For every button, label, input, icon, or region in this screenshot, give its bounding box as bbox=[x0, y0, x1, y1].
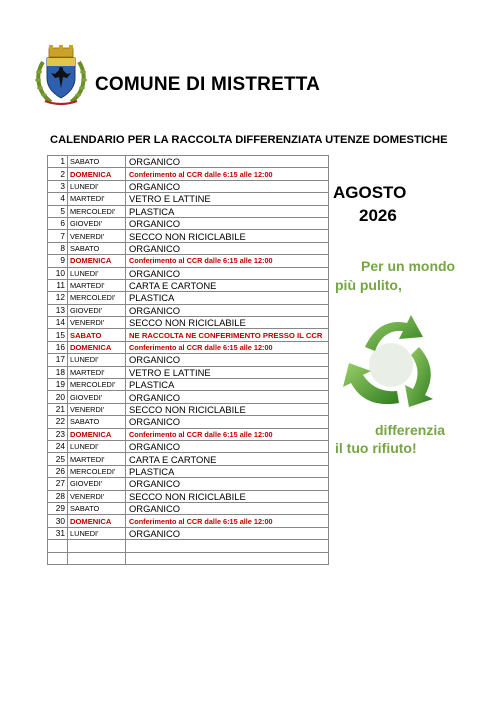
day-number: 23 bbox=[48, 428, 68, 440]
collection-type: ORGANICO bbox=[126, 304, 329, 316]
calendar-row bbox=[48, 428, 329, 440]
calendar-row bbox=[48, 465, 329, 477]
calendar-row bbox=[48, 354, 329, 366]
weekday: LUNEDI' bbox=[68, 527, 126, 539]
calendar-row bbox=[48, 279, 329, 291]
day-number: 25 bbox=[48, 453, 68, 465]
collection-type: ORGANICO bbox=[126, 478, 329, 490]
calendar-row bbox=[48, 453, 329, 465]
calendar-row bbox=[48, 168, 329, 180]
weekday: DOMENICA bbox=[68, 341, 126, 353]
calendar-subtitle: CALENDARIO PER LA RACCOLTA DIFFERENZIATA UTENZE DOMESTICHE bbox=[50, 134, 448, 146]
weekday: DOMENICA bbox=[68, 255, 126, 267]
day-number: 24 bbox=[48, 440, 68, 452]
collection-type: ORGANICO bbox=[126, 440, 329, 452]
collection-type: ORGANICO bbox=[126, 217, 329, 229]
calendar-row bbox=[48, 540, 329, 552]
day-number: 10 bbox=[48, 267, 68, 279]
day-number bbox=[48, 540, 68, 552]
year-label: 2026 bbox=[359, 206, 397, 225]
collection-type: ORGANICO bbox=[126, 354, 329, 366]
weekday: MERCOLEDI' bbox=[68, 379, 126, 391]
weekday: SABATO bbox=[68, 329, 126, 341]
collection-type: Conferimento al CCR dalle 6:15 alle 12:00 bbox=[126, 168, 329, 180]
calendar-row bbox=[48, 391, 329, 403]
day-number: 7 bbox=[48, 230, 68, 242]
day-number: 28 bbox=[48, 490, 68, 502]
slogan-line-1: Per un mondo bbox=[361, 258, 456, 274]
calendar-row bbox=[48, 292, 329, 304]
calendar-row bbox=[48, 416, 329, 428]
day-number: 15 bbox=[48, 329, 68, 341]
day-number: 3 bbox=[48, 180, 68, 192]
collection-type: ORGANICO bbox=[126, 242, 329, 254]
collection-type: VETRO E LATTINE bbox=[126, 193, 329, 205]
weekday: SABATO bbox=[68, 242, 126, 254]
day-number: 8 bbox=[48, 242, 68, 254]
collection-type: ORGANICO bbox=[126, 416, 329, 428]
day-number: 1 bbox=[48, 156, 68, 168]
weekday: MARTEDI' bbox=[68, 366, 126, 378]
collection-type bbox=[126, 540, 329, 552]
collection-type: Conferimento al CCR dalle 6:15 alle 12:00 bbox=[126, 341, 329, 353]
collection-type: SECCO NON RICICLABILE bbox=[126, 403, 329, 415]
weekday: LUNEDI' bbox=[68, 440, 126, 452]
day-number: 19 bbox=[48, 379, 68, 391]
day-number: 16 bbox=[48, 341, 68, 353]
calendar-row bbox=[48, 403, 329, 415]
collection-type: NE RACCOLTA NE CONFERIMENTO PRESSO IL CCR bbox=[126, 329, 329, 341]
collection-type: PLASTICA bbox=[126, 292, 329, 304]
day-number: 6 bbox=[48, 217, 68, 229]
day-number: 13 bbox=[48, 304, 68, 316]
day-number: 18 bbox=[48, 366, 68, 378]
weekday: LUNEDI' bbox=[68, 267, 126, 279]
weekday: MERCOLEDI' bbox=[68, 205, 126, 217]
day-number: 4 bbox=[48, 193, 68, 205]
weekday: MERCOLEDI' bbox=[68, 292, 126, 304]
calendar-row bbox=[48, 156, 329, 168]
calendar-row bbox=[48, 440, 329, 452]
day-number: 2 bbox=[48, 168, 68, 180]
calendar-row bbox=[48, 341, 329, 353]
day-number: 31 bbox=[48, 527, 68, 539]
day-number: 29 bbox=[48, 502, 68, 514]
day-number: 11 bbox=[48, 279, 68, 291]
day-number: 14 bbox=[48, 317, 68, 329]
collection-calendar-table bbox=[47, 155, 329, 565]
collection-type: CARTA E CARTONE bbox=[126, 279, 329, 291]
collection-type bbox=[126, 552, 329, 564]
day-number: 5 bbox=[48, 205, 68, 217]
calendar-row bbox=[48, 242, 329, 254]
collection-type: SECCO NON RICICLABILE bbox=[126, 317, 329, 329]
calendar-row bbox=[48, 552, 329, 564]
weekday: LUNEDI' bbox=[68, 354, 126, 366]
collection-type: ORGANICO bbox=[126, 391, 329, 403]
calendar-row bbox=[48, 379, 329, 391]
calendar-row bbox=[48, 304, 329, 316]
weekday: DOMENICA bbox=[68, 515, 126, 527]
collection-type: PLASTICA bbox=[126, 465, 329, 477]
calendar-row bbox=[48, 317, 329, 329]
coat-of-arms-icon bbox=[33, 44, 89, 108]
slogan-line-4: il tuo rifiuto! bbox=[335, 440, 417, 456]
calendar-row bbox=[48, 478, 329, 490]
collection-type: Conferimento al CCR dalle 6:15 alle 12:00 bbox=[126, 255, 329, 267]
calendar-row bbox=[48, 329, 329, 341]
day-number: 17 bbox=[48, 354, 68, 366]
day-number: 27 bbox=[48, 478, 68, 490]
calendar-row bbox=[48, 217, 329, 229]
collection-type: PLASTICA bbox=[126, 379, 329, 391]
collection-type: ORGANICO bbox=[126, 527, 329, 539]
calendar-row bbox=[48, 515, 329, 527]
collection-type: Conferimento al CCR dalle 6:15 alle 12:00 bbox=[126, 515, 329, 527]
day-number: 9 bbox=[48, 255, 68, 267]
day-number: 26 bbox=[48, 465, 68, 477]
day-number: 30 bbox=[48, 515, 68, 527]
collection-type: ORGANICO bbox=[126, 156, 329, 168]
weekday: VENERDI' bbox=[68, 403, 126, 415]
weekday: VENERDI' bbox=[68, 490, 126, 502]
weekday: GIOVEDI' bbox=[68, 391, 126, 403]
calendar-row bbox=[48, 502, 329, 514]
weekday: GIOVEDI' bbox=[68, 217, 126, 229]
calendar-row bbox=[48, 193, 329, 205]
day-number: 20 bbox=[48, 391, 68, 403]
weekday: MARTEDI' bbox=[68, 453, 126, 465]
collection-type: SECCO NON RICICLABILE bbox=[126, 230, 329, 242]
collection-type: ORGANICO bbox=[126, 180, 329, 192]
weekday: VENERDI' bbox=[68, 230, 126, 242]
collection-type: CARTA E CARTONE bbox=[126, 453, 329, 465]
collection-type: Conferimento al CCR dalle 6:15 alle 12:00 bbox=[126, 428, 329, 440]
calendar-row bbox=[48, 267, 329, 279]
page-title: COMUNE DI MISTRETTA bbox=[95, 74, 321, 95]
slogan-line-3: differenzia bbox=[375, 422, 446, 438]
weekday: SABATO bbox=[68, 416, 126, 428]
weekday: DOMENICA bbox=[68, 168, 126, 180]
month-label: AGOSTO bbox=[333, 183, 407, 202]
weekday: SABATO bbox=[68, 502, 126, 514]
collection-type: VETRO E LATTINE bbox=[126, 366, 329, 378]
calendar-row bbox=[48, 255, 329, 267]
weekday bbox=[68, 540, 126, 552]
weekday: MERCOLEDI' bbox=[68, 465, 126, 477]
calendar-row bbox=[48, 366, 329, 378]
weekday bbox=[68, 552, 126, 564]
weekday: GIOVEDI' bbox=[68, 478, 126, 490]
collection-type: PLASTICA bbox=[126, 205, 329, 217]
day-number: 22 bbox=[48, 416, 68, 428]
weekday: GIOVEDI' bbox=[68, 304, 126, 316]
day-number bbox=[48, 552, 68, 564]
day-number: 21 bbox=[48, 403, 68, 415]
slogan-line-2: più pulito, bbox=[335, 277, 402, 293]
calendar-row bbox=[48, 180, 329, 192]
calendar-row bbox=[48, 527, 329, 539]
weekday: SABATO bbox=[68, 156, 126, 168]
calendar-row bbox=[48, 490, 329, 502]
weekday: MARTEDI' bbox=[68, 279, 126, 291]
collection-type: ORGANICO bbox=[126, 502, 329, 514]
day-number: 12 bbox=[48, 292, 68, 304]
collection-type: ORGANICO bbox=[126, 267, 329, 279]
calendar-row bbox=[48, 230, 329, 242]
calendar-row bbox=[48, 205, 329, 217]
recycle-icon bbox=[335, 307, 445, 417]
collection-type: SECCO NON RICICLABILE bbox=[126, 490, 329, 502]
weekday: DOMENICA bbox=[68, 428, 126, 440]
weekday: LUNEDI' bbox=[68, 180, 126, 192]
weekday: MARTEDI' bbox=[68, 193, 126, 205]
weekday: VENERDI' bbox=[68, 317, 126, 329]
